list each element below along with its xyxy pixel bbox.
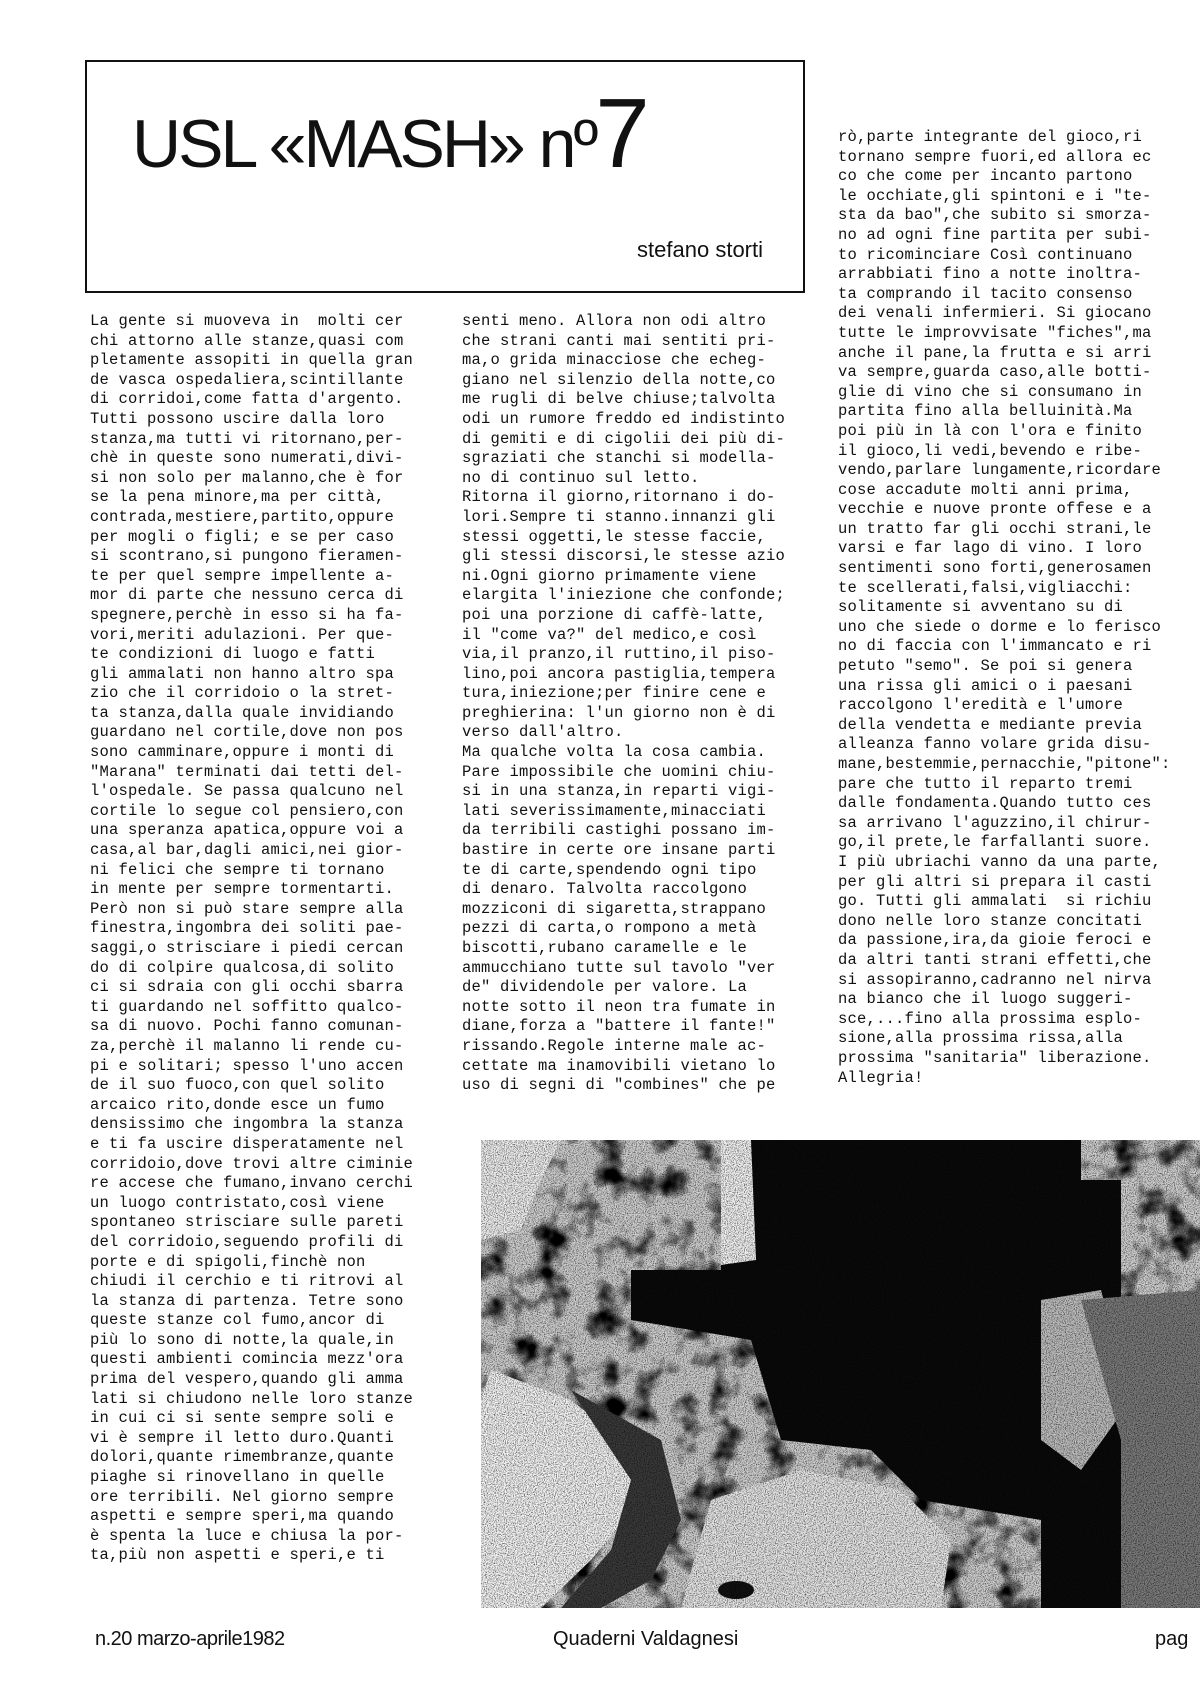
text-line: ta stanza,dalla quale invidiando <box>90 703 395 722</box>
text-line: sione,alla prossima rissa,alla <box>838 1029 1124 1048</box>
text-line: sta da bao",che subito si smorza- <box>838 206 1152 225</box>
text-line: la stanza di partenza. Tetre sono <box>90 1291 404 1310</box>
text-line: di gemiti e di cigolii dei più di- <box>462 429 786 448</box>
text-line: Allegria! <box>838 1068 924 1087</box>
text-line: un tratto far gli occhi strani,le <box>838 519 1152 538</box>
text-line: spontaneo strisciare sulle pareti <box>90 1213 404 1232</box>
text-line: ni.Ogni giorno primamente viene <box>462 566 757 585</box>
text-line: va sempre,guarda caso,alle botti- <box>838 363 1152 382</box>
text-line: vori,meriti adulazioni. Per que- <box>90 625 395 644</box>
text-line: vendo,parlare lungamente,ricordare <box>838 461 1162 480</box>
text-line: no di faccia con l'immancato e ri <box>838 637 1152 656</box>
text-line: sa arrivano l'aguzzino,il chirur- <box>838 813 1152 832</box>
text-line: ammucchiano tutte sul tavolo "ver <box>462 958 776 977</box>
text-line: lati si chiudono nelle loro stanze <box>90 1389 414 1408</box>
text-line: verso dall'altro. <box>462 723 624 742</box>
text-line: che strani canti mai sentiti pri- <box>462 331 776 350</box>
text-line: sono camminare,oppure i monti di <box>90 743 395 762</box>
article-title-text: USL «MASH» nº <box>132 106 596 182</box>
text-line: le occhiate,gli spintoni e i "te- <box>838 186 1152 205</box>
text-line: sentimenti sono forti,generosamen <box>838 559 1152 578</box>
text-line: ci si sdraia con gli occhi sbarra <box>90 978 404 997</box>
text-line: stanza,ma tutti vi ritornano,per- <box>90 429 404 448</box>
text-line: per mogli o figli; e se per caso <box>90 527 395 546</box>
title-box <box>85 60 805 293</box>
photo-artwork <box>481 1140 1200 1608</box>
text-line: varsi e far lago di vino. I loro <box>838 539 1143 558</box>
text-line: gli stessi discorsi,le stesse azio <box>462 547 786 566</box>
text-line: glie di vino che si consumano in <box>838 382 1143 401</box>
text-line: chiudi il cerchio e ti ritrovi al <box>90 1272 404 1291</box>
text-line: raccolgono l'eredità e l'umore <box>838 696 1124 715</box>
text-line: chi attorno alle stanze,quasi com <box>90 331 404 350</box>
text-column-1 <box>90 312 413 1566</box>
text-line: si in una stanza,in reparti vigi- <box>462 782 776 801</box>
text-line: questi ambienti comincia mezz'ora <box>90 1350 404 1369</box>
text-line: aspetti e sempre speri,ma quando <box>90 1507 395 1526</box>
text-line: cortile lo segue col pensiero,con <box>90 801 404 820</box>
text-line: elargita l'iniezione che confonde; <box>462 586 786 605</box>
text-line: spegnere,perchè in esso si ha fa- <box>90 605 404 624</box>
footer-publication: Quaderni Valdagnesi <box>553 1628 739 1650</box>
text-line: dolori,quante rimembranze,quante <box>90 1448 395 1467</box>
text-line: vi è sempre il letto duro.Quanti <box>90 1428 395 1447</box>
text-line: vecchie e nuove pronte offese e a <box>838 500 1152 519</box>
text-line: del corridoio,seguendo profili di <box>90 1232 404 1251</box>
text-line: via,il pranzo,il ruttino,il piso- <box>462 645 776 664</box>
text-line: biscotti,rubano caramelle e le <box>462 939 748 957</box>
text-line: rò,parte integrante del gioco,ri <box>838 128 1143 146</box>
text-line: Ma qualche volta la cosa cambia. <box>462 743 767 762</box>
text-line: partita fino alla belluinità.Ma <box>838 402 1133 421</box>
text-line: della vendetta e mediante previa <box>838 715 1143 734</box>
text-line: "Marana" terminati dai tetti del- <box>90 762 404 781</box>
text-line: chè in queste sono numerati,divi- <box>90 449 404 468</box>
text-line: petuto "semo". Se poi si genera <box>838 657 1133 676</box>
text-line: guardano nel cortile,dove non pos <box>90 723 404 742</box>
photo-illustration <box>481 1140 1200 1608</box>
text-line: arrabbiati fino a notte inoltra- <box>838 265 1143 284</box>
text-line: arcaico rito,donde esce un fumo <box>90 1095 385 1114</box>
text-line: ti guardando nel soffitto qualco- <box>90 997 404 1016</box>
text-line: dei venali infermieri. Si giocano <box>838 304 1152 323</box>
text-column-3 <box>838 128 1171 1088</box>
text-line: go. Tutti gli ammalati si richiu <box>838 892 1152 911</box>
text-line: e ti fa uscire disperatamente nel <box>90 1134 404 1153</box>
text-line: lino,poi ancora pastiglia,tempera <box>462 664 776 683</box>
text-line: pletamente assopiti in quella gran <box>90 351 414 370</box>
text-line: te di carte,spendendo ogni tipo <box>462 860 757 879</box>
text-line: sce,...fino alla prossima esplo- <box>838 1009 1143 1028</box>
text-line: corridoio,dove trovi altre ciminie <box>90 1154 414 1173</box>
text-line: stessi oggetti,le stesse faccie, <box>462 527 767 546</box>
text-line: ta,più non aspetti e speri,e ti <box>90 1546 385 1565</box>
text-line: to ricominciare Così continuano <box>838 245 1133 264</box>
article-title-number: 7 <box>595 78 648 188</box>
text-line: in mente per sempre tormentarti. <box>90 880 395 899</box>
text-line: de vasca ospedaliera,scintillante <box>90 370 404 389</box>
text-line: da passione,ira,da gioie feroci e <box>838 931 1152 950</box>
text-line: saggi,o strisciare i piedi cercan <box>90 939 404 957</box>
text-line: tura,iniezione;per finire cene e <box>462 684 767 703</box>
text-line: giano nel silenzio della notte,co <box>462 370 776 389</box>
text-line: no ad ogni fine partita per subi- <box>838 225 1152 244</box>
text-line: in cui ci si sente sempre soli e <box>90 1409 395 1428</box>
text-line: pi e solitari; spesso l'uno accen <box>90 1056 404 1075</box>
text-line: bastire in certe ore insane parti <box>462 841 776 860</box>
text-line: si non solo per malanno,che è for <box>90 468 404 487</box>
text-line: il "come va?" del medico,e così <box>462 625 757 644</box>
text-line: diane,forza a "battere il fante!" <box>462 1017 776 1036</box>
text-line: si scontrano,si pungono fieramen- <box>90 547 404 566</box>
text-line: Però non si può stare sempre alla <box>90 899 404 918</box>
text-line: dalle fondamenta.Quando tutto ces <box>838 794 1152 813</box>
text-line: te per quel sempre impellente a- <box>90 566 395 585</box>
text-line: co che come per incanto partono <box>838 167 1133 186</box>
text-line: densissimo che ingombra la stanza <box>90 1115 404 1134</box>
text-line: da altri tanti strani effetti,che <box>838 950 1152 969</box>
text-line: te scellerati,falsi,vigliacchi: <box>838 578 1133 597</box>
text-line: per gli altri si prepara il casti <box>838 872 1152 891</box>
text-line: I più ubriachi vanno da una parte, <box>838 852 1162 871</box>
text-line: ore terribili. Nel giorno sempre <box>90 1487 395 1506</box>
text-line: se la pena minore,ma per città, <box>90 488 385 507</box>
text-line: porte e di spigoli,finchè non <box>90 1252 366 1271</box>
text-line: sgraziati che stanchi si modella- <box>462 449 776 468</box>
text-line: uno che siede o dorme e lo ferisco <box>838 617 1162 636</box>
text-line: di denaro. Talvolta raccolgono <box>462 880 748 899</box>
text-line: Pare impossibile che uomini chiu- <box>462 762 776 781</box>
text-line: mor di parte che nessuno cerca di <box>90 586 404 605</box>
text-column-2 <box>462 312 785 1096</box>
text-line: queste stanze col fumo,ancor di <box>90 1311 385 1330</box>
text-line: gli ammalati non hanno altro spa <box>90 664 395 683</box>
text-line: zio che il corridoio o la stret- <box>90 684 395 703</box>
text-line: Ritorna il giorno,ritornano i do- <box>462 488 776 507</box>
text-line: ma,o grida minacciose che echeg- <box>462 351 767 370</box>
text-line: Tutti possono uscire dalla loro <box>90 409 385 428</box>
author-byline: stefano storti <box>637 237 763 262</box>
text-line: senti meno. Allora non odi altro <box>462 312 767 330</box>
text-line: pare che tutto il reparto tremi <box>838 774 1133 793</box>
text-line: tornano sempre fuori,ed allora ec <box>838 147 1152 166</box>
text-line: cettate ma inamovibili vietano lo <box>462 1056 776 1075</box>
text-line: na bianco che il luogo suggeri- <box>838 990 1133 1009</box>
text-line: il gioco,li vedi,bevendo e ribe- <box>838 441 1143 460</box>
text-line: piaghe si rinovellano in quelle <box>90 1468 385 1487</box>
text-line: pezzi di carta,o rompono a metà <box>462 919 757 938</box>
footer-issue: n.20 marzo-aprile1982 <box>95 1628 285 1650</box>
text-line: contrada,mestiere,partito,oppure <box>90 507 395 526</box>
text-line: do di colpire qualcosa,di solito <box>90 958 395 977</box>
text-line: poi più in là con l'ora e finito <box>838 421 1143 440</box>
text-line: da terribili castighi possano im- <box>462 821 776 840</box>
text-line: preghierina: l'un giorno non è di <box>462 703 776 722</box>
text-line: notte sotto il neon tra fumate in <box>462 997 776 1016</box>
text-line: cose accadute molti anni prima, <box>838 480 1133 499</box>
text-line: za,perchè il malanno li rende cu- <box>90 1036 404 1055</box>
text-line: casa,al bar,dagli amici,nei gior- <box>90 841 404 860</box>
article-title <box>132 78 648 188</box>
text-line: ni felici che sempre ti tornano <box>90 860 385 879</box>
text-line: prima del vespero,quando gli amma <box>90 1370 404 1389</box>
footer-page: pag <box>1155 1628 1189 1650</box>
text-line: de il suo fuoco,con quel solito <box>90 1076 385 1095</box>
text-line: ta comprando il tacito consenso <box>838 284 1133 303</box>
text-line: una rissa gli amici o i paesani <box>838 676 1133 695</box>
text-line: l'ospedale. Se passa qualcuno nel <box>90 782 404 801</box>
text-line: tutte le improvvisate "fiches",ma <box>838 323 1152 342</box>
text-line: go,il prete,le farfallanti suore. <box>838 833 1152 852</box>
text-line: uso di segni di "combines" che pe <box>462 1076 776 1095</box>
text-line: sa di nuovo. Pochi fanno comunan- <box>90 1017 404 1036</box>
text-line: mozziconi di sigaretta,strappano <box>462 899 767 918</box>
text-line: re accese che fumano,invano cerchi <box>90 1174 414 1193</box>
text-line: un luogo contristato,così viene <box>90 1193 385 1212</box>
text-line: rissando.Regole interne male ac- <box>462 1036 767 1055</box>
text-line: più lo sono di notte,la quale,in <box>90 1330 395 1349</box>
text-line: poi una porzione di caffè-latte, <box>462 605 767 624</box>
text-line: lati severissimamente,minacciati <box>462 801 767 820</box>
text-line: lori.Sempre ti stanno.innanzi gli <box>462 507 776 526</box>
text-line: alleanza fanno volare grida disu- <box>838 735 1152 754</box>
text-line: finestra,ingombra dei soliti pae- <box>90 919 404 938</box>
text-line: mane,bestemmie,pernacchie,"pitone": <box>838 755 1171 773</box>
text-line: di corridoi,come fatta d'argento. <box>90 390 404 409</box>
text-line: no di continuo sul letto. <box>462 468 700 487</box>
text-line: me rugli di belve chiuse;talvolta <box>462 390 776 409</box>
text-line: è spenta la luce e chiusa la por- <box>90 1526 404 1545</box>
text-line: dono nelle loro stanze concitati <box>838 911 1143 930</box>
text-line: La gente si muoveva in molti cer <box>90 312 404 330</box>
text-line: odi un rumore freddo ed indistinto <box>462 409 786 428</box>
text-line: una speranza apatica,oppure voi a <box>90 821 404 840</box>
text-line: prossima "sanitaria" liberazione. <box>838 1048 1152 1067</box>
text-line: te condizioni di luogo e fatti <box>90 645 376 664</box>
text-line: de" dividendole per valore. La <box>462 978 748 997</box>
text-line: solitamente si avventano su di <box>838 598 1124 617</box>
text-line: si assopiranno,cadranno nel nirva <box>838 970 1152 989</box>
text-line: anche il pane,la frutta e si arri <box>838 343 1152 362</box>
